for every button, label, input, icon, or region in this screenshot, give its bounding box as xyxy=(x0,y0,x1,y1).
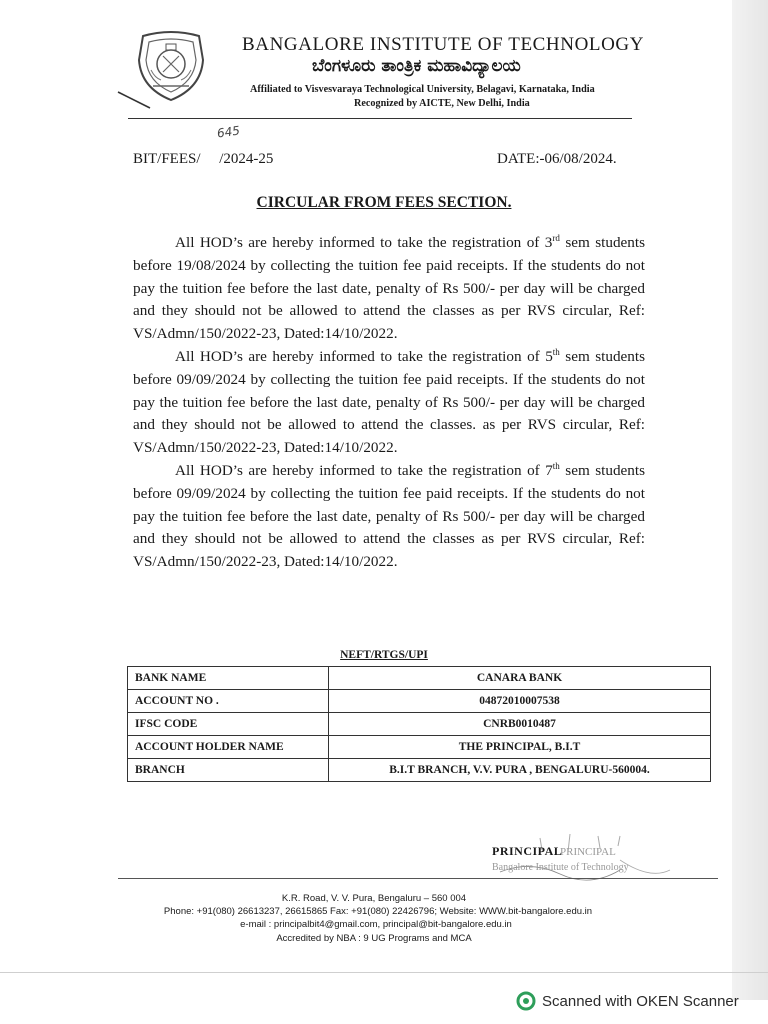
circular-date: DATE:-06/08/2024. xyxy=(497,151,617,167)
stamp-institute-faint: Bangalore Institute of Technology xyxy=(492,862,629,873)
footer-address: K.R. Road, V. V. Pura, Bengaluru – 560 004 xyxy=(281,893,467,904)
bank-name-value: CANARA BANK xyxy=(329,667,711,690)
footer-email: e-mail : principalbit4@gmail.com, principal@bit-bangalore.edu.in xyxy=(240,919,512,930)
paragraph-3rd-sem: All HOD’s are hereby informed to take the registration of 3rd sem students before 19/08/2024 by collecting the tuition fee paid receipts. If the students do not pay the tuition fee before the last date, penalty of Rs 500/- per day will be charged and they should not be allowed to attend the classes as per RVS circular, Ref: VS/Admn/150/2022-23, Dated:14/10/2022. xyxy=(133,232,646,343)
institute-name: BANGALORE INSTITUTE OF TECHNOLOGY xyxy=(242,34,645,55)
page-bottom-edge xyxy=(0,972,768,973)
scan-edge xyxy=(732,0,768,1000)
oken-scanner-icon xyxy=(516,991,536,1011)
footer-contact: Phone: +91(080) 26613237, 26615865 Fax: +91(080) 22426796; Website: WWW.bit-bangalore.edu.in xyxy=(163,906,593,917)
account-number-value: 04872010007538 xyxy=(329,690,711,713)
branch-label: BRANCH xyxy=(128,759,329,782)
branch-value: B.I.T BRANCH, V.V. PURA , BENGALURU-560004. xyxy=(329,759,711,782)
table-row xyxy=(128,736,711,759)
handwritten-ref-number: 645 xyxy=(216,123,241,141)
bank-details-table xyxy=(127,666,711,782)
stamp-principal-faint: PRINCIPAL xyxy=(560,846,616,858)
bank-name-label: BANK NAME xyxy=(128,667,329,690)
reference-number: BIT/FEES/ /2024-25 xyxy=(133,151,274,167)
principal-title: PRINCIPAL xyxy=(492,844,563,858)
circular-title: CIRCULAR FROM FEES SECTION. xyxy=(256,194,512,211)
table-row xyxy=(128,667,711,690)
paragraph-5th-sem: All HOD’s are hereby informed to take the registration of 5th sem students before 09/09/2024 by collecting the tuition fee paid receipts. If the students do not pay the tuition fee before the last date, penalty of Rs 500/- per day will be charged and they should not be allowed to attend the classes. as per RVS circular, Ref: VS/Admn/150/2022-23, Dated:14/10/2022. xyxy=(133,346,646,457)
table-row xyxy=(128,759,711,782)
footer-accreditation: Accredited by NBA : 9 UG Programs and MCA xyxy=(276,933,472,944)
ifsc-code-label: IFSC CODE xyxy=(128,713,329,736)
scanner-watermark xyxy=(516,991,739,1011)
institute-name-kannada: ಬೆಂಗಳೂರು ತಾಂತ್ರಿಕ ಮಹಾವಿದ್ಯಾಲಯ xyxy=(312,56,521,76)
circular-body xyxy=(133,232,645,574)
paragraph-7th-sem: All HOD’s are hereby informed to take the registration of 7th sem students before 09/09/2024 by collecting the tuition fee paid receipts. If the students do not pay the tuition fee before the last date, penalty of Rs 500/- per day will be charged and they should not be allowed to attend the classes as per RVS circular, Ref: VS/Admn/150/2022-23, Dated:14/10/2022. xyxy=(133,460,646,571)
ifsc-code-value: CNRB0010487 xyxy=(329,713,711,736)
footer-divider xyxy=(118,878,718,879)
table-row xyxy=(128,713,711,736)
recognition-line: Recognized by AICTE, New Delhi, India xyxy=(354,98,530,109)
payment-heading: NEFT/RTGS/UPI xyxy=(340,649,428,661)
pen-stroke-icon xyxy=(116,90,152,110)
account-holder-label: ACCOUNT HOLDER NAME xyxy=(128,736,329,759)
account-holder-value: THE PRINCIPAL, B.I.T xyxy=(329,736,711,759)
table-row xyxy=(128,690,711,713)
account-number-label: ACCOUNT NO . xyxy=(128,690,329,713)
letterhead-divider xyxy=(128,118,632,119)
affiliation-line: Affiliated to Visvesvaraya Technological University, Belagavi, Karnataka, India xyxy=(250,84,595,95)
watermark-text: Scanned with OKEN Scanner xyxy=(542,992,739,1010)
